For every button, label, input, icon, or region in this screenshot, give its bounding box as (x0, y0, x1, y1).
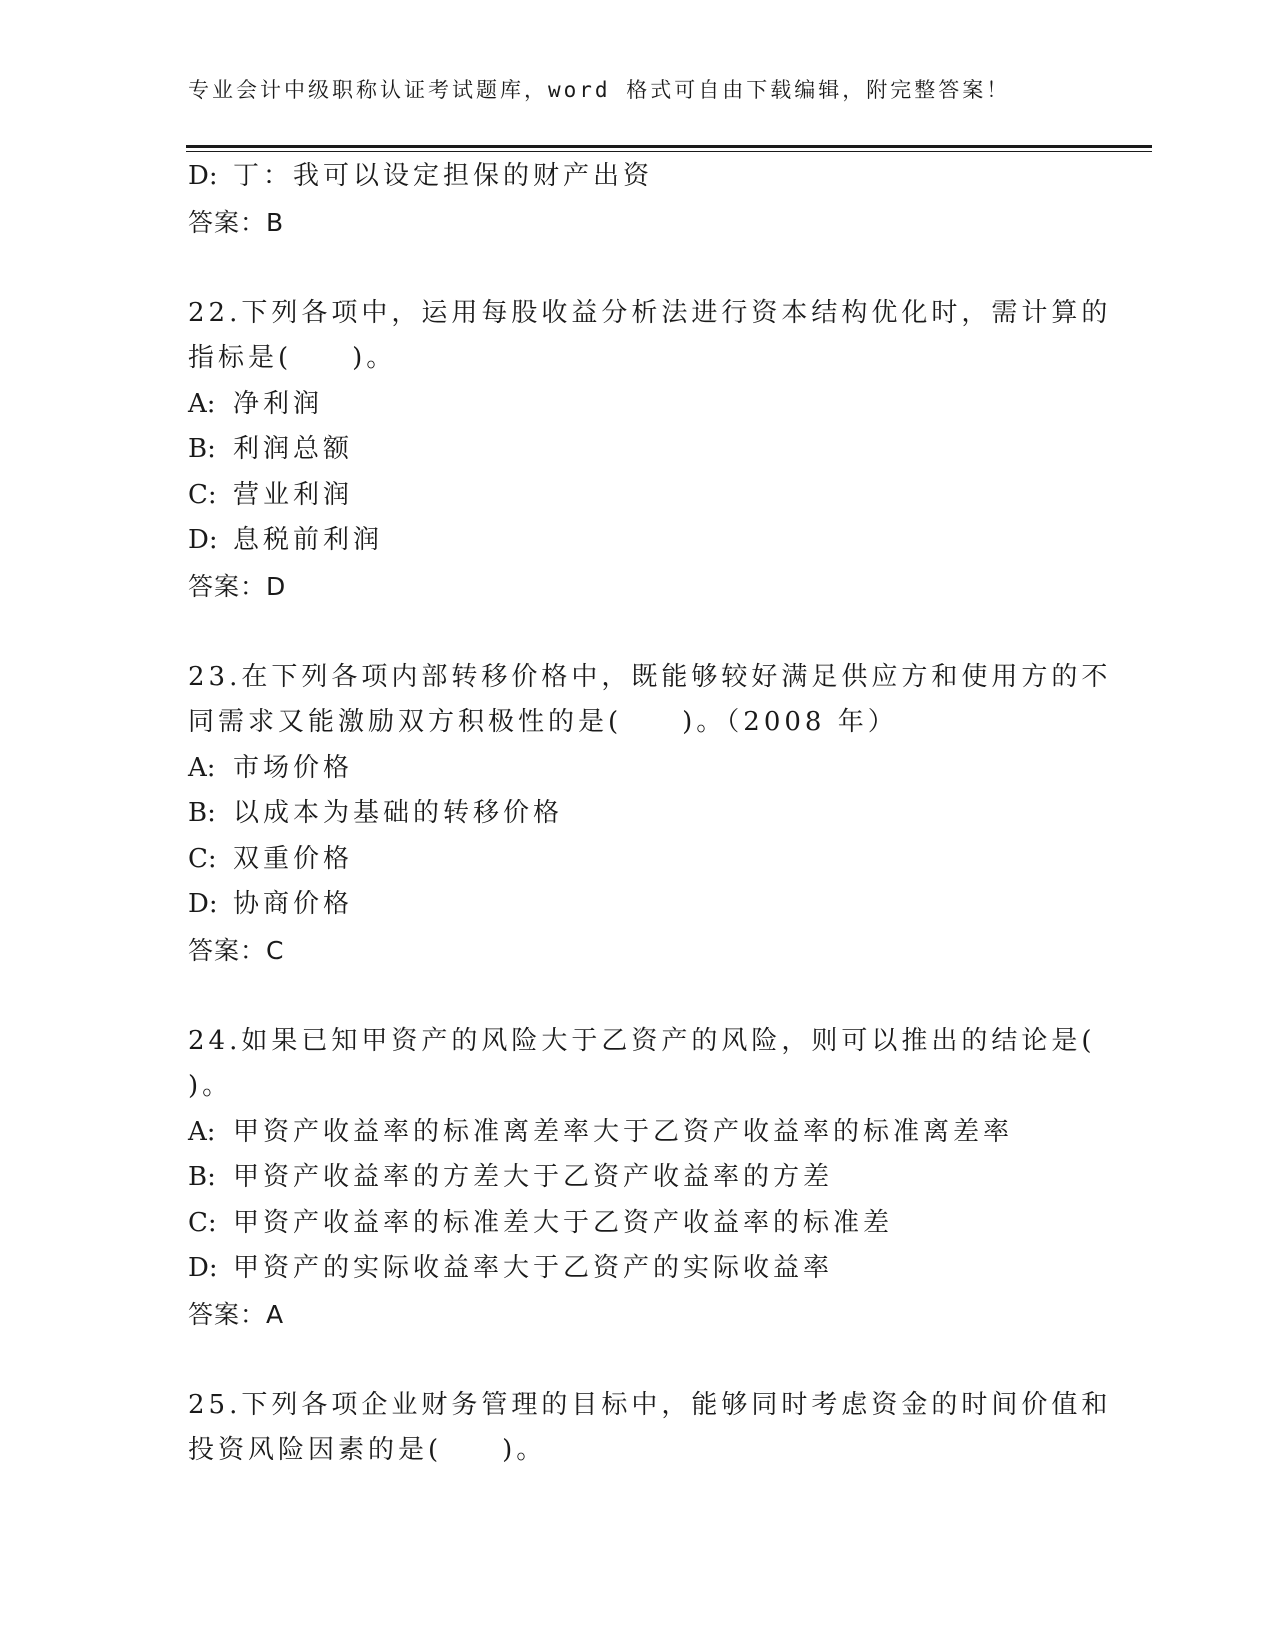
spacer (188, 609, 1088, 655)
question-stem: 同需求又能激励双方积极性的是( )。（2008 年） (188, 707, 898, 737)
spacer (188, 1337, 1088, 1383)
answer-line: 答案：A (188, 1299, 285, 1329)
answer-line: 答案：D (188, 571, 287, 601)
option-c (188, 473, 1088, 519)
option-text: 双重价格 (233, 843, 354, 874)
spacer (188, 245, 1088, 291)
question-22 (188, 291, 1112, 610)
option-key: B: (188, 1162, 216, 1192)
question-stem: 23.在下列各项内部转移价格中，既能够较好满足供应方和使用方的不 (188, 661, 1112, 692)
document-body (188, 154, 1112, 1474)
option-a (188, 1110, 1088, 1156)
question-23 (188, 655, 1112, 974)
question-stem: 指标是( )。 (188, 343, 397, 373)
question-25 (188, 1383, 1112, 1474)
option-key: C: (188, 843, 217, 874)
option-d (188, 882, 1088, 928)
question-stem: 25.下列各项企业财务管理的目标中，能够同时考虑资金的时间价值和 (188, 1389, 1112, 1420)
spacer (188, 973, 1088, 1019)
option-text: 甲资产的实际收益率大于乙资产的实际收益率 (233, 1253, 834, 1283)
option-key: B: (188, 434, 216, 464)
option-key: D: (188, 1253, 218, 1283)
option-text: 甲资产收益率的标准差大于乙资产收益率的标准差 (233, 1207, 894, 1238)
option-text: 市场价格 (233, 752, 354, 783)
answer-line: 答案：B (188, 207, 285, 237)
option-key: C: (188, 479, 217, 510)
question-stem: 24.如果已知甲资产的风险大于乙资产的风险，则可以推出的结论是( (188, 1025, 1096, 1056)
option-key: C: (188, 1207, 217, 1238)
option-b (188, 1155, 1088, 1201)
page-header: 专业会计中级职称认证考试题库，word 格式可自由下载编辑，附完整答案！ (188, 78, 1011, 102)
option-text: 甲资产收益率的标准离差率大于乙资产收益率的标准离差率 (233, 1116, 1014, 1147)
question-stem: 22.下列各项中，运用每股收益分析法进行资本结构优化时，需计算的 (188, 297, 1112, 328)
option-key: A: (188, 752, 216, 783)
option-key: D: (188, 525, 218, 555)
option-text: 丁：我可以设定担保的财产出资 (233, 161, 654, 191)
option-text: 息税前利润 (233, 525, 384, 555)
option-key: B: (188, 798, 216, 828)
option-text: 净利润 (233, 388, 324, 419)
option-text: 利润总额 (233, 434, 354, 464)
option-a (188, 382, 1088, 428)
option-c (188, 837, 1088, 883)
question-stem: 投资风险因素的是( )。 (188, 1435, 547, 1465)
option-d (188, 1246, 1088, 1292)
option-key: D: (188, 889, 218, 919)
option-a (188, 746, 1088, 792)
option-text: 营业利润 (233, 479, 354, 510)
option-key: D: (188, 161, 218, 191)
option-key: A: (188, 1116, 216, 1147)
option-key: A: (188, 388, 216, 419)
option-d (188, 518, 1088, 564)
question-stem: )。 (188, 1071, 233, 1101)
option-text: 以成本为基础的转移价格 (233, 798, 564, 828)
option-d (188, 154, 1088, 200)
option-text: 协商价格 (233, 889, 354, 919)
header-divider (186, 145, 1152, 152)
option-text: 甲资产收益率的方差大于乙资产收益率的方差 (233, 1162, 834, 1192)
option-c (188, 1201, 1088, 1247)
option-b (188, 791, 1088, 837)
answer-line: 答案：C (188, 935, 285, 965)
question-24 (188, 1019, 1096, 1338)
option-b (188, 427, 1088, 473)
